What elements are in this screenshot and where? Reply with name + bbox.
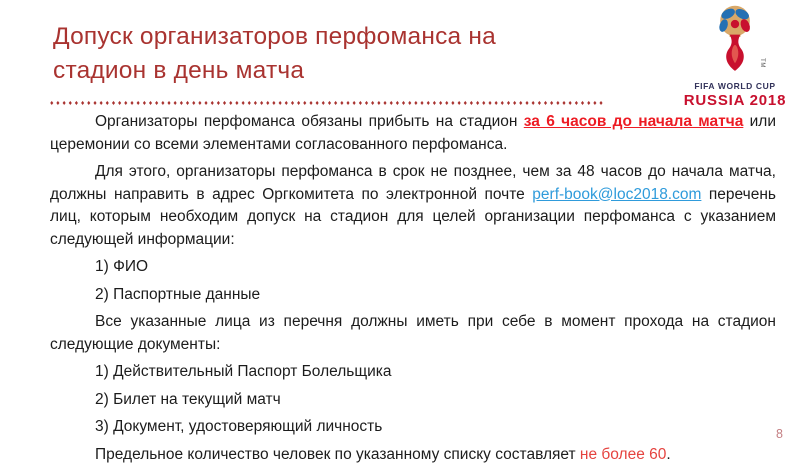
text-segment: за 6 часов до начала матча	[523, 113, 744, 130]
page-title	[53, 20, 653, 88]
paragraph	[50, 284, 776, 307]
email-link[interactable]: perf-book@loc2018.com	[532, 185, 702, 203]
text-segment: 2) Паспортные данные	[95, 285, 261, 303]
page-number: 8	[776, 427, 783, 441]
text-segment: .	[666, 445, 671, 463]
fifa-world-cup-logo	[680, 5, 790, 109]
dotted-separator: ♦♦♦♦♦♦♦♦♦♦♦♦♦♦♦♦♦♦♦♦♦♦♦♦♦♦♦♦♦♦♦♦♦♦♦♦♦♦♦♦♦♦♦♦♦♦♦♦♦♦♦♦♦♦♦♦♦♦♦♦♦♦♦♦♦♦♦♦♦♦♦♦♦♦♦♦♦♦♦♦♦♦♦♦♦♦♦♦♦♦	[50, 100, 606, 107]
text-segment: перечень лиц, которым необходим допуск на стадион для целей организации перфоманса с указанием следующей информации:	[50, 185, 776, 248]
text-segment: 1) ФИО	[95, 258, 149, 275]
text-segment: Все указанные лица из перечня должны иметь при себе в момент прохода на стадион следующие документы:	[50, 313, 776, 353]
paragraph	[50, 416, 776, 439]
paragraph	[50, 256, 776, 279]
fifa-wordmark: FIFA WORLD CUP	[694, 81, 776, 91]
text-segment: 1) Действительный Паспорт Болельщика	[95, 363, 392, 380]
trophy-emblem-icon	[712, 5, 766, 80]
paragraph	[50, 389, 776, 412]
text-segment: Организаторы перфоманса обязаны прибыть на стадион	[95, 113, 524, 130]
russia-2018-wordmark: RUSSIA 2018	[683, 92, 787, 109]
page-title-line1: Допуск организаторов перфоманса на	[53, 23, 496, 50]
text-segment: Для этого, организаторы перфоманса в срок не позднее, чем за 48 часов до начала матча, должны направить в адрес Оргкомитета по электронной почте	[50, 163, 776, 203]
paragraph	[50, 361, 776, 384]
text-segment: 2) Билет на текущий матч	[95, 390, 281, 408]
paragraph	[50, 161, 776, 251]
body-text	[50, 111, 776, 471]
text-segment: не более 60	[579, 445, 667, 463]
text-segment: Предельное количество человек по указанному списку составляет	[95, 445, 580, 463]
text-segment: или церемонии со всеми элементами согласованного перфоманса.	[50, 113, 777, 153]
trademark-label: TM	[759, 58, 766, 68]
page-title-line2: стадион в день матча	[53, 57, 305, 84]
paragraph	[50, 111, 776, 156]
paragraph	[50, 444, 776, 467]
text-segment: 3) Документ, удостоверяющий личность	[95, 418, 383, 435]
paragraph	[50, 311, 776, 356]
